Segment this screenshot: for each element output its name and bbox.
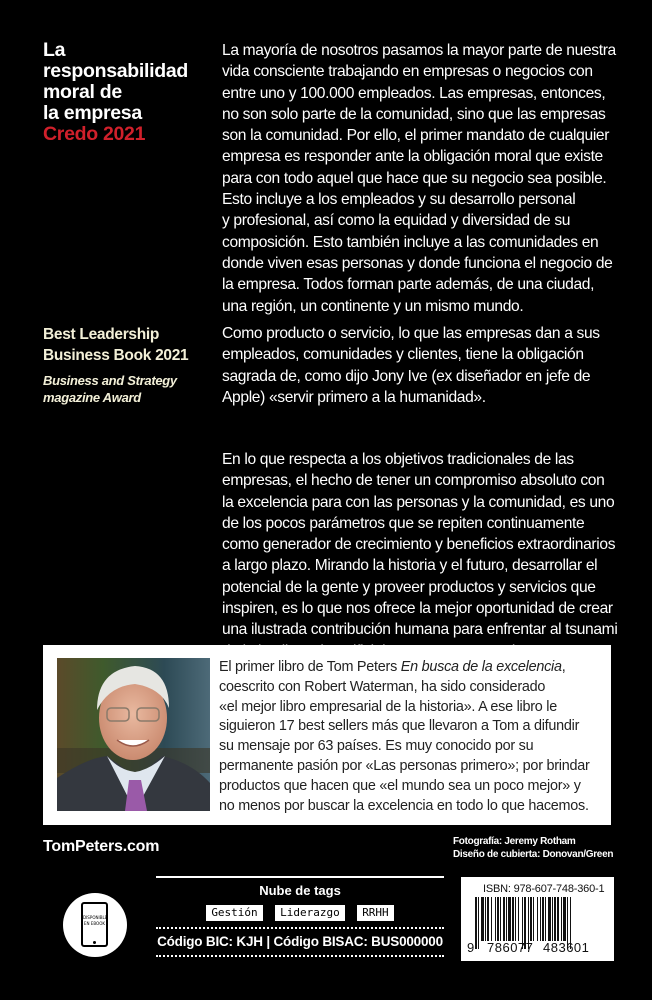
award-subtitle-line: magazine Award bbox=[43, 390, 141, 405]
classification-codes: Código BIC: KJH | Código BISAC: BUS000000 bbox=[157, 934, 443, 949]
text-line: una región, un continente y un mismo mundo. bbox=[222, 297, 524, 315]
barcode-bar bbox=[552, 897, 553, 941]
barcode-bar bbox=[500, 897, 501, 941]
book-subtitle: Credo 2021 bbox=[43, 123, 146, 145]
title-line: La bbox=[43, 39, 66, 61]
text-line: coescrito con Robert Waterman, ha sido considerado bbox=[219, 678, 546, 695]
barcode-bar bbox=[537, 897, 538, 941]
dotted-divider bbox=[156, 927, 444, 929]
text-line: no son solo parte de la comunidad, sino que las empresas bbox=[222, 105, 606, 123]
tag-cloud-block bbox=[156, 876, 444, 957]
text-line: no menos por buscar la excelencia en todo lo que hacemos. bbox=[219, 797, 589, 814]
text-line: «el mejor libro empresarial de la historia». A ese libro le bbox=[219, 698, 557, 715]
title-line: responsabilidad bbox=[43, 60, 189, 82]
barcode-bar bbox=[545, 897, 546, 941]
barcode-bar bbox=[548, 897, 551, 941]
barcode-bar bbox=[487, 897, 489, 941]
text-line: empleados, comunidades y clientes, tiene la obligación bbox=[222, 346, 584, 364]
text-line: En lo que respecta a los objetivos tradicionales de las bbox=[222, 451, 574, 468]
text-line: y profesional, así como la equidad y diversidad de su bbox=[222, 212, 571, 230]
text-line: La mayoría de nosotros pasamos la mayor parte de nuestra bbox=[222, 42, 616, 59]
tags-title: Nube de tags bbox=[259, 883, 341, 898]
text-line: siguieron 17 best sellers más que llevaron a Tom a difundir bbox=[219, 718, 580, 735]
tablet-icon bbox=[81, 902, 108, 947]
barcode-bar bbox=[508, 897, 511, 941]
barcode-digits-left: 786077 bbox=[487, 940, 534, 955]
barcode-bar bbox=[530, 897, 532, 941]
text-line: sagrada de, como dijo Jony Ive (ex diseñador en jefe de bbox=[222, 367, 591, 385]
barcode-bar bbox=[518, 897, 519, 941]
barcode-digit-first: 9 bbox=[467, 940, 475, 955]
text-line: inspiren, es lo que nos ofrece la mejor oportunidad de crear bbox=[222, 600, 613, 618]
award-subtitle bbox=[43, 372, 213, 406]
ebook-badge bbox=[63, 893, 127, 957]
bio-first-line bbox=[219, 658, 609, 678]
author-bio bbox=[219, 658, 609, 816]
text-line: productos que hacen que «el mundo sea un poco mejor» y bbox=[219, 777, 581, 794]
barcode-bar bbox=[563, 897, 566, 941]
text-line: Apple) «servir primero a la humanidad». bbox=[222, 388, 486, 406]
text-line: composición. Esto también incluye a las comunidades en bbox=[222, 233, 599, 251]
isbn-barcode bbox=[461, 877, 614, 961]
barcode-bar bbox=[503, 897, 505, 941]
award-title-line: Business Book 2021 bbox=[43, 347, 189, 364]
text-line: Como producto o servicio, lo que las empresas dan a sus bbox=[222, 325, 600, 342]
book-reference: En busca de la excelencia bbox=[400, 659, 562, 675]
barcode-bar bbox=[478, 897, 479, 949]
barcode-bar bbox=[554, 897, 556, 941]
text-line: donde viven esas personas y donde funciona el negocio de bbox=[222, 254, 613, 272]
barcode-bar bbox=[561, 897, 562, 941]
award-subtitle-line: Business and Strategy bbox=[43, 373, 177, 388]
text-line: a largo plazo. Mirando la historia y el futuro, desarrollar el bbox=[222, 557, 598, 575]
paragraph-3 bbox=[222, 449, 632, 662]
text-line: entre uno y 100.000 empleados. Las empresas, entonces, bbox=[222, 84, 606, 102]
text-line: de los pocos parámetros que se repiten continuamente bbox=[222, 514, 585, 532]
text-line: una ilustrada contribución humana para enfrentar al tsunami bbox=[222, 621, 618, 639]
barcode-bar bbox=[481, 897, 484, 941]
ebook-badge-line: DISPONIBLE bbox=[83, 916, 108, 921]
tag[interactable]: RRHH bbox=[357, 905, 394, 921]
barcode-bar bbox=[485, 897, 486, 941]
author-portrait-image bbox=[57, 658, 210, 811]
cover-credits bbox=[453, 836, 613, 861]
text-line: empresas, el hecho de tener un compromiso absoluto con bbox=[222, 472, 605, 490]
award-block bbox=[43, 324, 213, 406]
isbn-label: ISBN: 978-607-748-360-1 bbox=[483, 883, 605, 895]
text-line: empresa es responder ante la obligación moral que existe bbox=[222, 148, 603, 166]
text-line: potencial de la gente y proveer productos y servicios que bbox=[222, 578, 596, 596]
text-line: vida consciente trabajando en empresas o negocios con bbox=[222, 63, 593, 81]
barcode-bar bbox=[512, 897, 514, 941]
text-line: la excelencia para con las personas y la comunidad, es uno bbox=[222, 493, 615, 511]
tag-list bbox=[156, 903, 444, 922]
text-line: su mensaje por 63 países. Es muy conocido por su bbox=[219, 738, 534, 755]
barcode-bar bbox=[475, 897, 477, 949]
text-line: son la comunidad. Por ello, el primer mandato de cualquier bbox=[222, 127, 610, 145]
author-website[interactable]: TomPeters.com bbox=[43, 838, 160, 855]
barcode-bar bbox=[497, 897, 499, 941]
barcode-bar bbox=[540, 897, 541, 941]
bio-text: El primer libro de Tom Peters bbox=[219, 659, 401, 675]
tag[interactable]: Liderazgo bbox=[275, 905, 345, 921]
barcode-bar bbox=[506, 897, 507, 941]
tag[interactable]: Gestión bbox=[206, 905, 262, 921]
award-title-line: Best Leadership bbox=[43, 326, 160, 343]
ebook-badge-line: EN EBOOK bbox=[83, 922, 106, 927]
text-line: permanente pasión por «Las personas primero»; por brindar bbox=[219, 757, 590, 774]
design-credit: Diseño de cubierta: Donovan/Green bbox=[453, 848, 614, 860]
bio-text: , bbox=[561, 659, 566, 675]
divider bbox=[156, 876, 444, 878]
dotted-divider bbox=[156, 955, 444, 957]
author-photo bbox=[57, 658, 210, 811]
book-title bbox=[43, 40, 213, 145]
title-line: la empresa bbox=[43, 102, 142, 124]
text-line: Esto incluye a los empleados y su desarrollo personal bbox=[222, 191, 576, 209]
title-line: moral de bbox=[43, 81, 122, 103]
ebook-badge-text bbox=[83, 916, 106, 928]
barcode-digits-right: 483601 bbox=[543, 940, 590, 955]
paragraph-2 bbox=[222, 323, 632, 408]
barcode-bar bbox=[557, 897, 559, 941]
text-line: como generador de crecimiento y beneficios extraordinarios bbox=[222, 536, 616, 554]
intro-paragraph bbox=[222, 40, 632, 317]
award-title bbox=[43, 324, 213, 366]
barcode-bar bbox=[495, 897, 496, 941]
text-line: la empresa. Todos forman parte además, de una ciudad, bbox=[222, 276, 595, 294]
barcode-bar bbox=[491, 897, 492, 941]
photo-credit: Fotografía: Jeremy Rotham bbox=[453, 836, 576, 847]
barcode-bar bbox=[533, 897, 534, 941]
barcode-bar bbox=[542, 897, 544, 941]
tablet-home-button bbox=[93, 941, 96, 944]
barcode-bar bbox=[515, 897, 516, 941]
text-line: para con todo aquel que hace que su negocio sea posible. bbox=[222, 169, 607, 187]
